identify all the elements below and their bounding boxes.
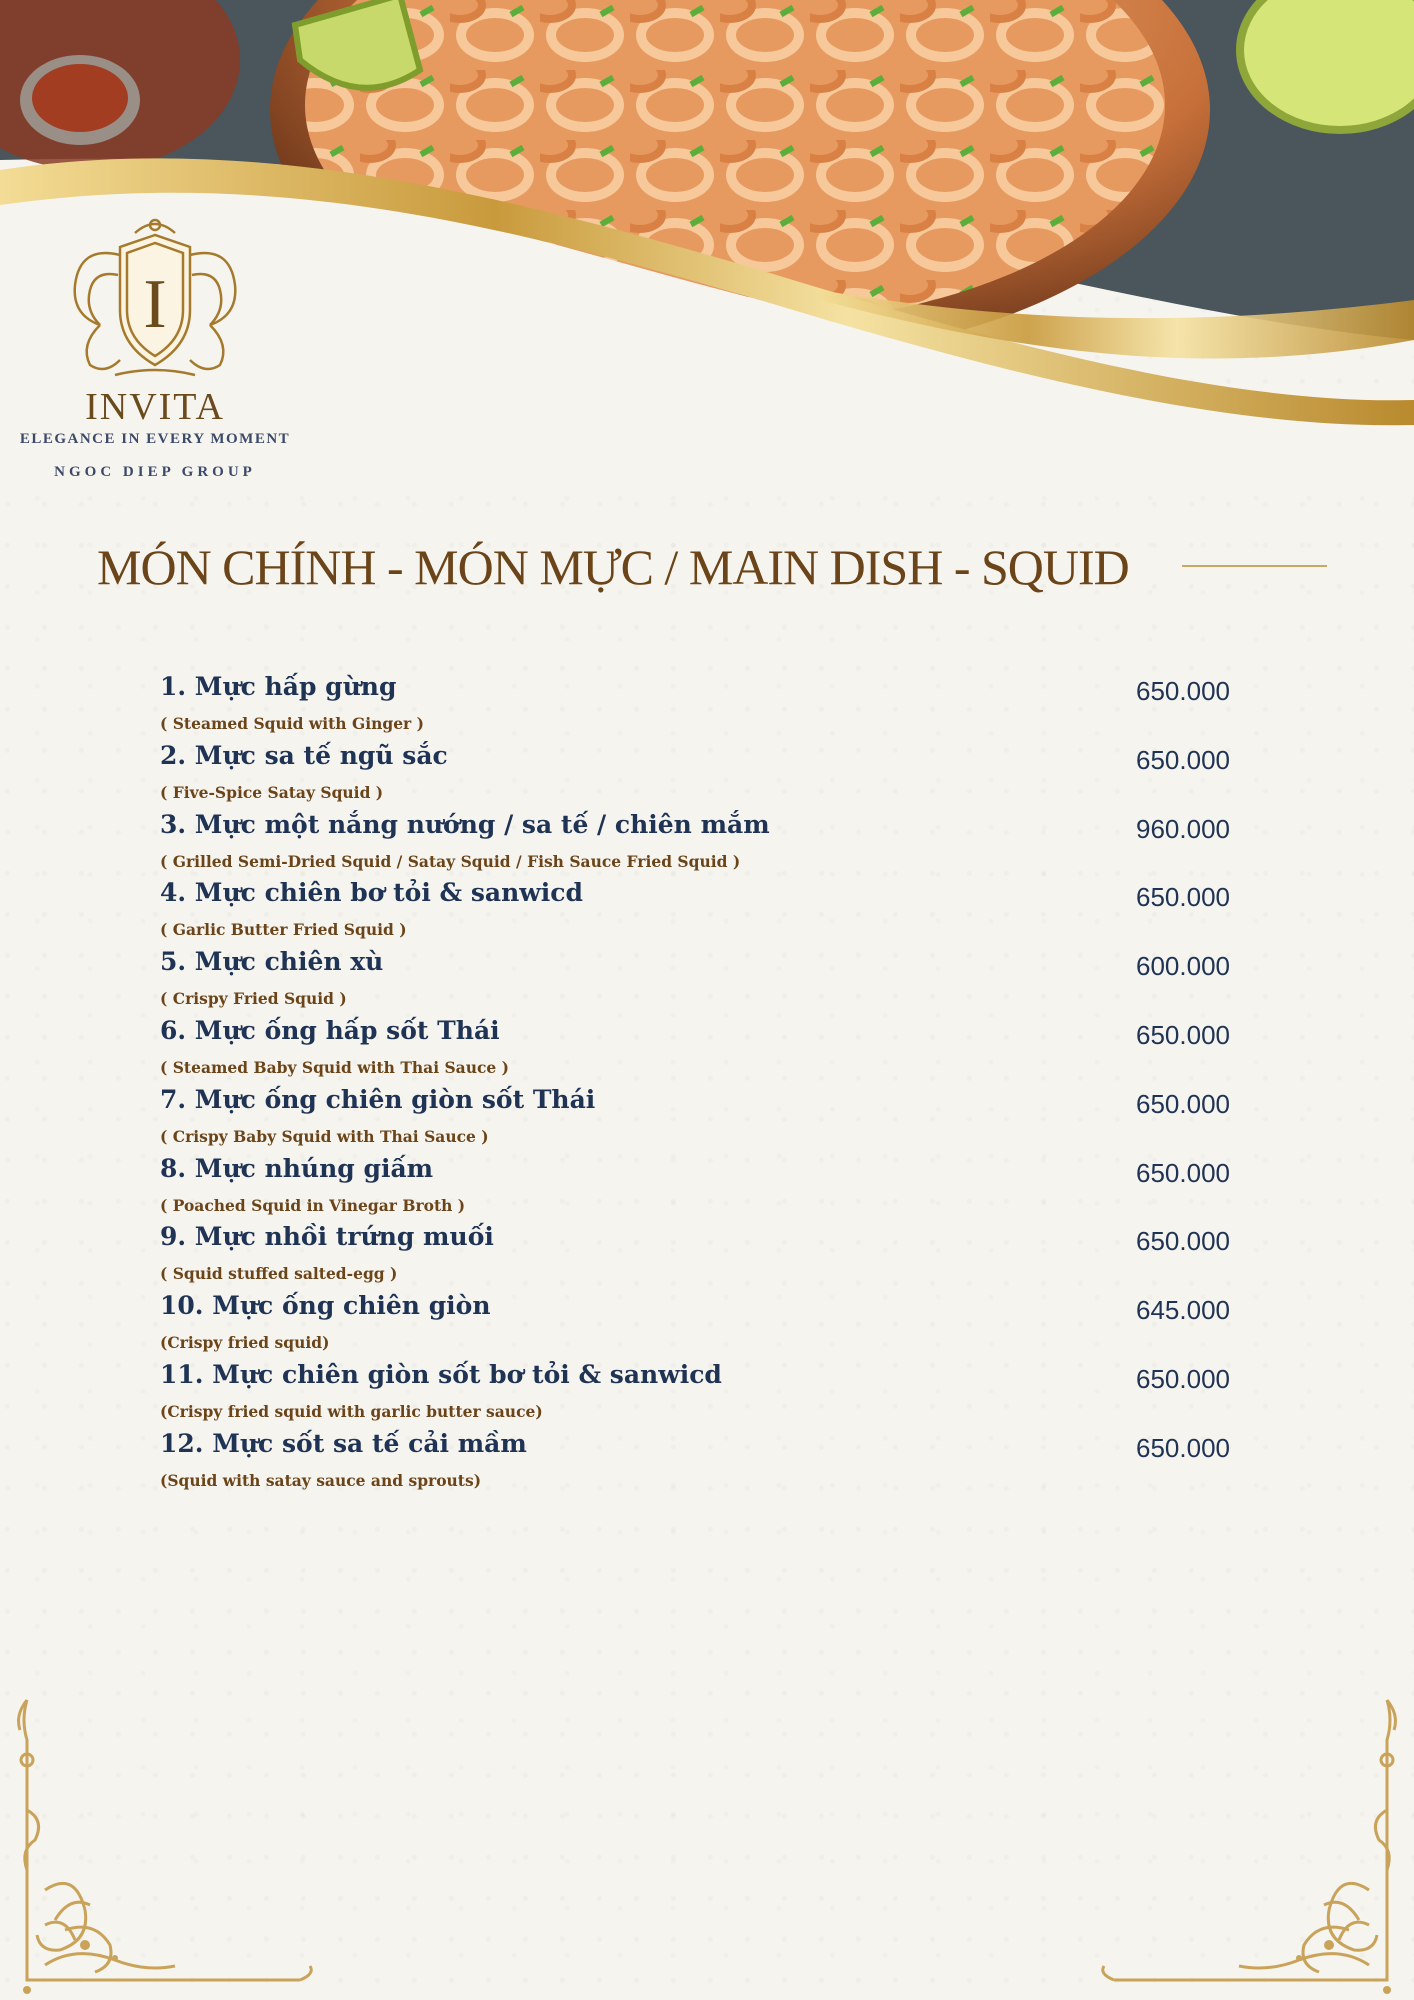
item-name: 10. Mực ống chiên giòn [160, 1291, 491, 1321]
item-price: 650.000 [1136, 1019, 1230, 1050]
item-description: (Squid with satay sauce and sprouts) [160, 1470, 482, 1490]
menu-item [160, 810, 1230, 879]
corner-ornament-icon [15, 1690, 315, 2000]
item-description: ( Steamed Baby Squid with Thai Sauce ) [160, 1057, 510, 1077]
item-price: 650.000 [1136, 1088, 1230, 1119]
brand-name: INVITA [85, 386, 225, 428]
item-price: 650.000 [1136, 744, 1230, 775]
item-description: (Crispy fried squid) [160, 1333, 330, 1353]
brand-group: NGOC DIEP GROUP [54, 464, 256, 480]
item-price: 650.000 [1136, 1432, 1230, 1463]
item-price: 960.000 [1136, 813, 1230, 844]
item-name: 9. Mực nhồi trứng muối [160, 1222, 494, 1252]
menu-item [160, 1429, 1230, 1498]
menu-item [160, 672, 1230, 741]
crest-icon [60, 215, 250, 385]
menu-item [160, 1291, 1230, 1360]
menu-item [160, 878, 1230, 947]
item-description: ( Five-Spice Satay Squid ) [160, 782, 384, 802]
item-name: 3. Mực một nắng nướng / sa tế / chiên mắm [160, 809, 770, 839]
item-description: ( Crispy Baby Squid with Thai Sauce ) [160, 1126, 489, 1146]
menu-item [160, 1222, 1230, 1291]
item-description: ( Steamed Squid with Ginger ) [160, 714, 424, 733]
menu-item [160, 741, 1230, 810]
item-name: 7. Mực ống chiên giòn sốt Thái [160, 1084, 596, 1114]
item-description: ( Poached Squid in Vinegar Broth ) [160, 1195, 466, 1215]
item-price: 650.000 [1136, 882, 1230, 913]
item-description: ( Squid stuffed salted-egg ) [160, 1264, 398, 1284]
item-description: (Crispy fried squid with garlic butter sauce) [160, 1401, 543, 1421]
item-description: ( Garlic Butter Fried Squid ) [160, 920, 407, 940]
menu-item [160, 1085, 1230, 1154]
item-name: 2. Mực sa tế ngũ sắc [160, 740, 448, 770]
item-price: 650.000 [1136, 676, 1230, 706]
item-price: 645.000 [1136, 1295, 1230, 1326]
item-price: 600.000 [1136, 951, 1230, 982]
menu-item [160, 1016, 1230, 1085]
item-price: 650.000 [1136, 1363, 1230, 1394]
menu-item [160, 1154, 1230, 1223]
item-price: 650.000 [1136, 1157, 1230, 1188]
item-description: ( Grilled Semi-Dried Squid / Satay Squid / Fish Sauce Fried Squid ) [160, 851, 741, 871]
menu-item [160, 1360, 1230, 1429]
menu-list [160, 672, 1230, 1498]
brand-logo [0, 215, 310, 495]
item-description: ( Crispy Fried Squid ) [160, 989, 347, 1009]
brand-tagline: ELEGANCE IN EVERY MOMENT [19, 431, 291, 447]
item-name: 8. Mực nhúng giấm [160, 1153, 434, 1183]
menu-item [160, 947, 1230, 1016]
svg-text:I: I [143, 266, 167, 343]
item-name: 11. Mực chiên giòn sốt bơ tỏi & sanwicd [160, 1359, 722, 1389]
section-title: MÓN CHÍNH - MÓN MỰC / MAIN DISH - SQUID [97, 539, 1129, 595]
item-name: 1. Mực hấp gừng [160, 672, 397, 701]
corner-ornament-icon [1099, 1690, 1399, 2000]
item-name: 6. Mực ống hấp sốt Thái [160, 1015, 500, 1045]
item-price: 650.000 [1136, 1226, 1230, 1257]
title-divider [1182, 565, 1327, 567]
item-name: 12. Mực sốt sa tế cải mầm [160, 1428, 527, 1458]
item-name: 4. Mực chiên bơ tỏi & sanwicd [160, 878, 583, 908]
item-name: 5. Mực chiên xù [160, 947, 384, 977]
